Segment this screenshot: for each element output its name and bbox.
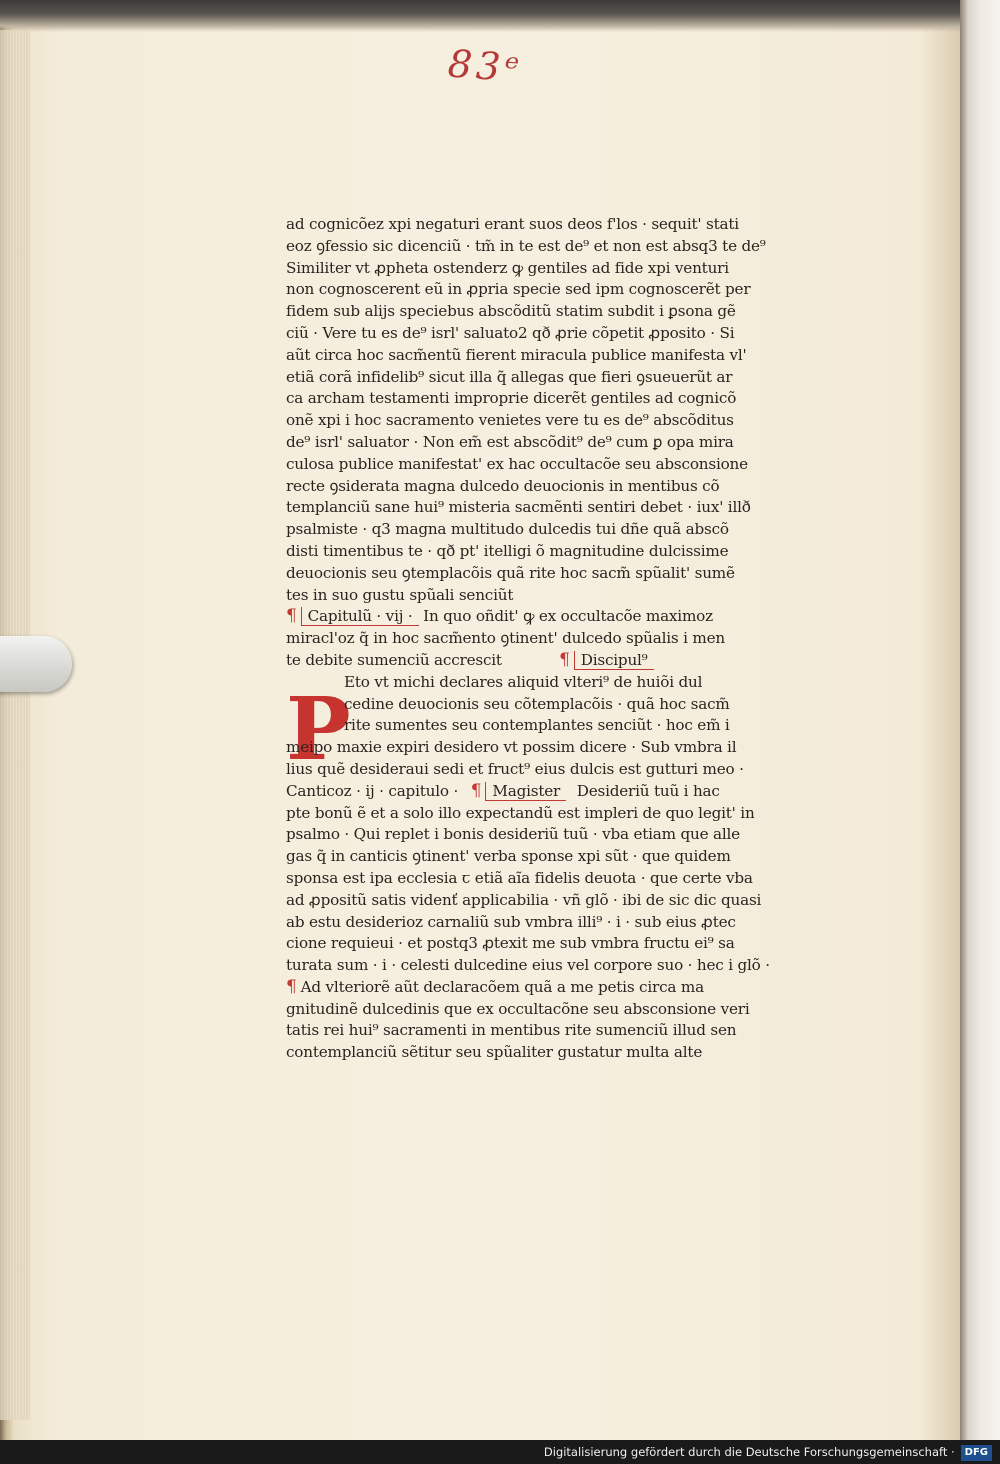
text-line: ab estu desiderioz carnaliũ sub vmbra illi⁹ · i · sub eius ꝓtec — [286, 912, 736, 931]
paragraph-mark-icon: ¶ — [286, 976, 297, 997]
page-stack-left — [0, 30, 30, 1420]
paragraph-mark-icon: ¶ — [470, 780, 482, 801]
text-line: aũt circa hoc sacm̃entũ fierent miracula publice manifesta vl' — [286, 345, 747, 364]
page-clip — [0, 636, 72, 692]
text-line: lius quẽ desideraui sedi et fruct⁹ eius dulcis est gutturi meo · — [286, 759, 744, 778]
speaker-change-line — [286, 781, 826, 803]
text-line: gnitudinẽ dulcedinis que ex occultacõne seu absconsione veri — [286, 999, 750, 1018]
text-line: turata sum · i · celesti dulcedine eius vel corpore suo · hec i glõ · — [286, 956, 770, 975]
chapter-summary-line — [286, 650, 826, 672]
text-line: non cognoscerent eũ in ꝓpria specie sed ipm cognoscerẽt per — [286, 280, 751, 299]
folio-number: 83ᵉ — [446, 41, 525, 91]
text-line: ciũ · Vere tu es de⁹ isrl' saluato2 qð ꝓrie cõpetit ꝓposito · Si — [286, 323, 735, 342]
chapter-summary-text: te debite sumenciũ accrescit — [286, 650, 502, 669]
speaker-label-discipulus: Discipul⁹ — [574, 651, 654, 670]
chapter-heading-line — [286, 606, 826, 628]
text-line: tes in suo gustu spũali senciũt — [286, 585, 514, 604]
text-line: contemplanciũ sẽtitur seu spũaliter gustatur multa alte — [286, 1043, 703, 1062]
text-line: de⁹ isrl' saluator · Non em̃ est abscõdit⁹ de⁹ cum ꝑ opa mira — [286, 432, 734, 451]
dfg-logo: DFG — [961, 1445, 992, 1461]
text-line: sponsa est ipa ecclesia ꞇ etiã aĩa fidelis deuota · que certe vba — [286, 868, 753, 887]
chapter-label: Capitulũ · vij · — [301, 607, 419, 626]
chapter-summary-line: In quo oñdit' ꝙ ex occultacõe maximoz — [423, 607, 713, 626]
funding-credit: Digitalisierung gefördert durch die Deutsche Forschungsgemeinschaft · — [543, 1445, 955, 1459]
text-block — [286, 214, 826, 1064]
right-cover-board — [960, 0, 1000, 1440]
text-line: gas q̃ in canticis ꝯtinent' verba sponse xpi sũt · que quidem — [286, 847, 731, 866]
canticorum-reference: Canticoz · ij · capitulo · — [286, 781, 459, 800]
text-line: meipo maxie expiri desidero vt possim dicere · Sub vmbra il — [286, 738, 737, 757]
chapter-summary-line: miracl'oz q̃ in hoc sacm̃ento ꝯtinent' dulcedo spũalis i men — [286, 629, 725, 648]
text-line: deuocionis seu ꝯtemplacõis quã rite hoc sacm̃ spũalit' sumẽ — [286, 563, 735, 582]
text-line: Similiter vt ꝓpheta ostenderz ꝙ gentiles ad fide xpi venturi — [286, 258, 729, 277]
decorated-initial: P — [286, 679, 351, 780]
text-line: disti timentibus te · qð pt' itelligi õ magnitudine dulcissime — [286, 541, 729, 560]
text-line: recte ꝯsiderata magna dulcedo deuocionis in mentibus cõ — [286, 476, 720, 495]
top-edge — [0, 0, 1000, 32]
text-line: ad ꝓpositũ satis videnť applicabilia · vñ glõ · ibi de sic dic quasi — [286, 890, 762, 909]
paragraph-start-text: Ad vlteriorẽ aũt declaracõem quã a me petis circa ma — [300, 977, 704, 996]
desiderium-text: Desideriũ tuũ i hac — [576, 781, 720, 800]
text-line: pte bonũ ẽ et a solo illo expectandũ est impleri de quo legit' in — [286, 803, 755, 822]
text-line: Eto vt michi declares aliquid vlteri⁹ de huiõi dul — [344, 672, 703, 691]
text-line: culosa publice manifestat' ex hac occultacõe seu absconsione — [286, 454, 748, 473]
text-line: onẽ xpi i hoc sacramento venietes vere tu es de⁹ abscõditus — [286, 411, 734, 430]
text-line: tatis rei hui⁹ sacramenti in mentibus rite sumenciũ illud sen — [286, 1021, 737, 1040]
text-line: fidem sub alijs speciebus abscõditũ statim subdit i ꝑsona gẽ — [286, 302, 736, 321]
text-line: psalmo · Qui replet i bonis desideriũ tuũ · vba etiam que alle — [286, 825, 740, 844]
text-line: etiã corã infidelib⁹ sicut illa q̃ allegas que fieri ꝯsueuerũt ar — [286, 367, 733, 386]
paragraph-mark-icon: ¶ — [286, 606, 297, 627]
funding-footer — [0, 1440, 1000, 1464]
text-line: rite sumentes seu contemplantes senciũt · hoc em̃ i — [344, 716, 730, 735]
text-line: psalmiste · q3 magna multitudo dulcedis tui dñe quã abscõ — [286, 520, 729, 539]
text-line: eoz ꝯfessio sic dicenciũ · tm̃ in te est de⁹ et non est absq3 te de⁹ — [286, 236, 766, 255]
text-line: ca archam testamenti improprie dicerẽt gentiles ad cognicõ — [286, 389, 737, 408]
text-line: templanciũ sane hui⁹ misteria sacmẽnti sentiri debet · iux' illð — [286, 498, 751, 517]
text-line: cione requieui · et postq3 ꝓtexit me sub vmbra fructu ei⁹ sa — [286, 934, 735, 953]
paragraph-start-line — [286, 977, 826, 999]
speaker-label-magister: Magister — [485, 782, 566, 801]
text-line: ad cognicõez xpi negaturi erant suos deos f'los · sequit' stati — [286, 215, 739, 233]
paragraph-mark-icon: ¶ — [559, 649, 570, 670]
text-line: cedine deuocionis seu cõtemplacõis · quã hoc sacm̃ — [344, 694, 730, 713]
